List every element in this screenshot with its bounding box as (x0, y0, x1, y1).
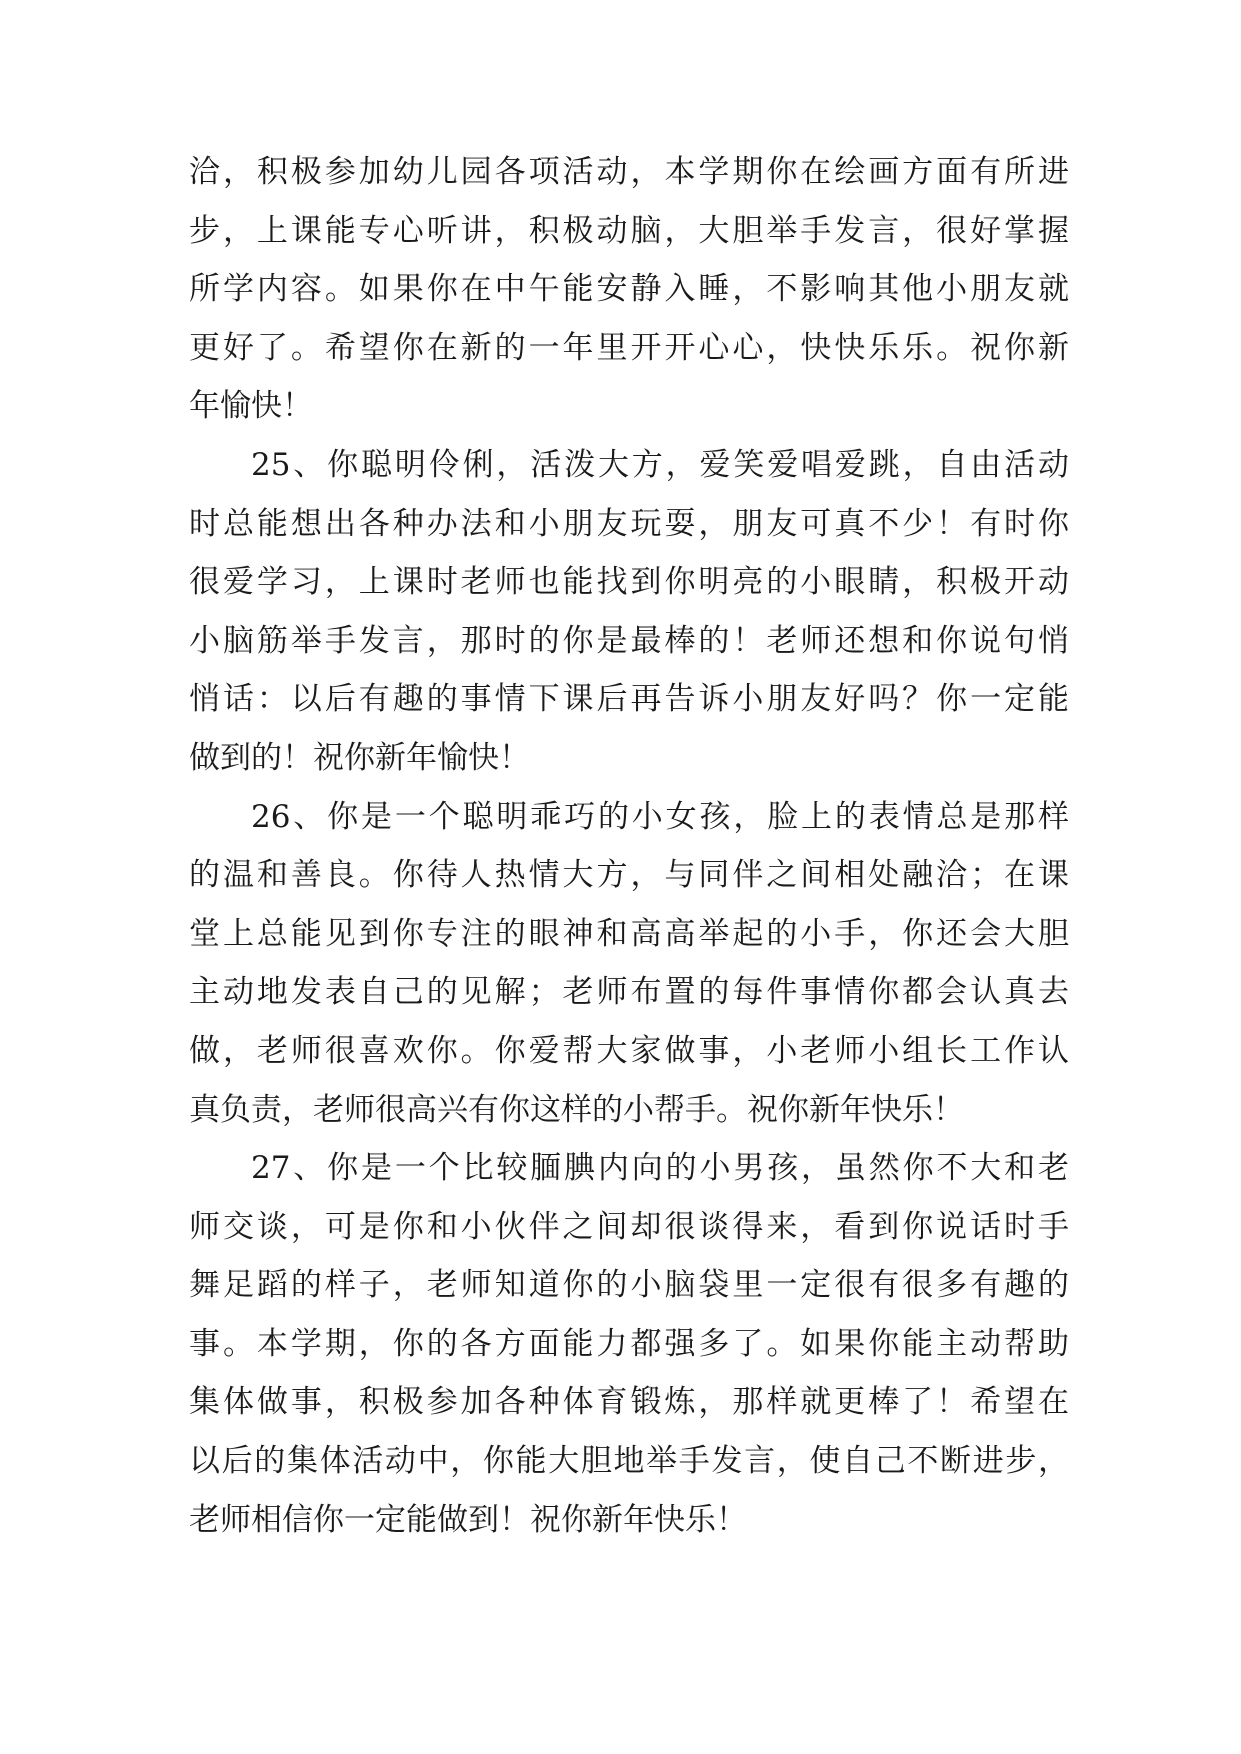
text-line: 做，老师很喜欢你。你爱帮大家做事，小老师小组长工作认 (189, 1032, 1069, 1069)
text-line: 师交谈，可是你和小伙伴之间却很谈得来，看到你说话时手 (189, 1208, 1069, 1245)
text-line: 主动地发表自己的见解；老师布置的每件事情你都会认真去 (189, 974, 1069, 1011)
text-line: 更好了。希望你在新的一年里开开心心，快快乐乐。祝你新 (189, 329, 1069, 366)
paragraph-first-line: 27、你是一个比较腼腆内向的小男孩，虽然你不大和老 (251, 1150, 1069, 1187)
text-line: 所学内容。如果你在中午能安静入睡，不影响其他小朋友就 (189, 271, 1069, 308)
text-line: 悄话：以后有趣的事情下课后再告诉小朋友好吗？你一定能 (189, 681, 1069, 718)
text-line: 以后的集体活动中，你能大胆地举手发言，使自己不断进步， (189, 1443, 1069, 1480)
text-line: 集体做事，积极参加各种体育锻炼，那样就更棒了！希望在 (189, 1384, 1069, 1421)
paragraph-first-line: 25、你聪明伶俐，活泼大方，爱笑爱唱爱跳，自由活动 (251, 446, 1069, 483)
text-line: 年愉快！ (189, 388, 313, 425)
text-line: 洽，积极参加幼儿园各项活动，本学期你在绘画方面有所进 (189, 154, 1069, 190)
text-line: 老师相信你一定能做到！祝你新年快乐！ (189, 1501, 747, 1538)
text-line: 堂上总能见到你专注的眼神和高高举起的小手，你还会大胆 (189, 915, 1069, 952)
body-text (189, 143, 1069, 1549)
paragraph-first-line: 26、你是一个聪明乖巧的小女孩，脸上的表情总是那样 (251, 798, 1069, 835)
text-line: 的温和善良。你待人热情大方，与同伴之间相处融洽；在课 (189, 857, 1069, 894)
text-line: 做到的！祝你新年愉快！ (189, 739, 530, 776)
text-line: 步，上课能专心听讲，积极动脑，大胆举手发言，很好掌握 (189, 212, 1069, 249)
text-line: 很爱学习，上课时老师也能找到你明亮的小眼睛，积极开动 (189, 564, 1069, 601)
text-line: 真负责，老师很高兴有你这样的小帮手。祝你新年快乐！ (189, 1091, 964, 1128)
text-line: 小脑筋举手发言，那时的你是最棒的！老师还想和你说句悄 (189, 622, 1069, 659)
text-line: 舞足蹈的样子，老师知道你的小脑袋里一定很有很多有趣的 (189, 1267, 1069, 1304)
text-line: 时总能想出各种办法和小朋友玩耍，朋友可真不少！有时你 (189, 505, 1069, 542)
text-line: 事。本学期，你的各方面能力都强多了。如果你能主动帮助 (189, 1325, 1069, 1362)
